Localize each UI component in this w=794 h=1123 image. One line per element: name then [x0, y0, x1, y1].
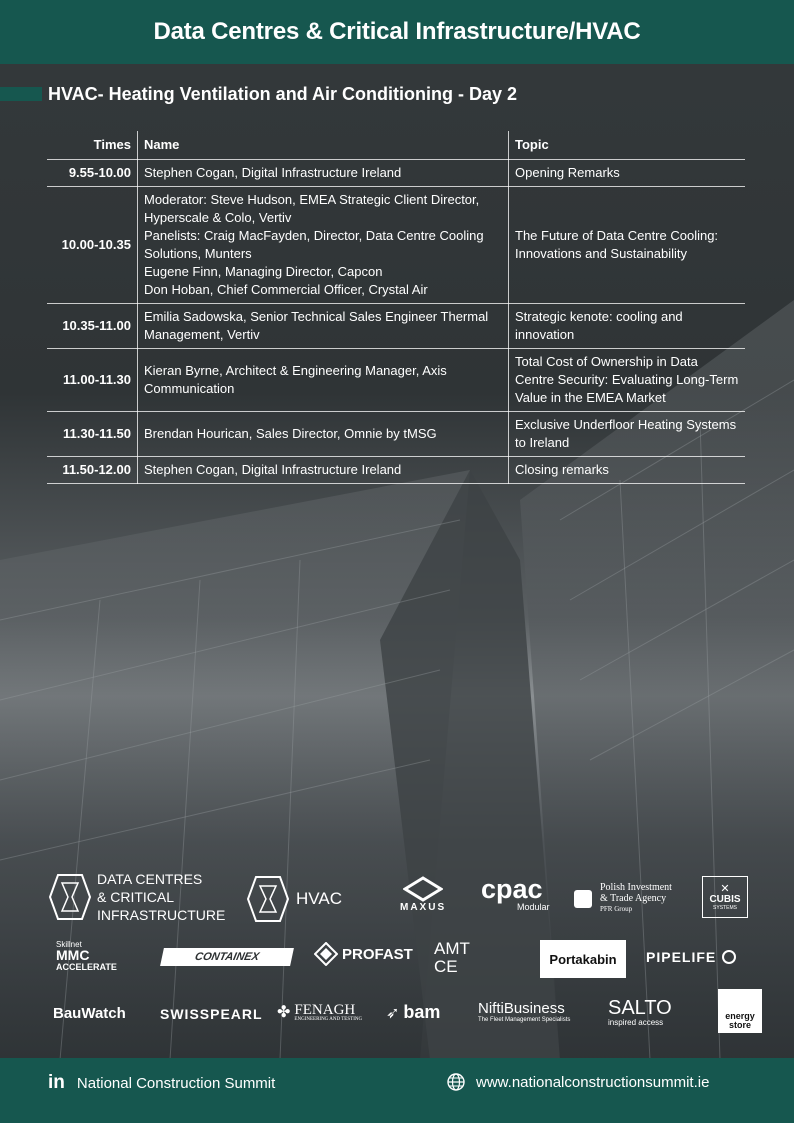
- logo-swisspearl: [160, 1006, 263, 1022]
- logo-skillnet-mmc: [56, 940, 117, 972]
- session-speakers: [138, 187, 509, 304]
- data-centres-logo-icon: [48, 871, 92, 923]
- accelerate-logo-text: ACCELERATE: [56, 962, 117, 972]
- pipelife-circle-icon: [722, 950, 736, 964]
- page-title: Data Centres & Critical Infrastructure/HVAC: [153, 18, 641, 45]
- logo-text-line: store: [728, 1020, 751, 1030]
- amtce-logo-text: AMTCE: [434, 939, 470, 976]
- portakabin-logo-text: Portakabin: [549, 951, 617, 967]
- session-time: 10.00-10.35: [47, 187, 138, 304]
- speaker-line: Don Hoban, Chief Commercial Officer, Crystal Air: [144, 282, 428, 297]
- logo-nifti: [478, 1000, 570, 1023]
- fenagh-logo-text: FENAGH: [294, 1001, 356, 1018]
- globe-icon: [446, 1072, 466, 1092]
- session-topic: Opening Remarks: [509, 160, 746, 187]
- session-topic: The Future of Data Centre Cooling: Innovations and Sustainability: [509, 187, 746, 304]
- logo-portakabin: [540, 940, 626, 978]
- logo-text-line: PFR Group: [600, 905, 633, 913]
- table-row: [47, 412, 745, 457]
- maxus-logo-text: MAXUS: [400, 902, 447, 913]
- speaker-line: Panelists: Craig MacFayden, Director, Data Centre Cooling: [144, 228, 484, 243]
- agenda-table: [47, 131, 745, 484]
- speaker-line: Communication: [144, 381, 235, 396]
- cubis-logo-text: CUBIS: [709, 893, 741, 905]
- session-topic: Strategic kenote: cooling and innovation: [509, 304, 746, 349]
- logo-profast: [314, 942, 413, 966]
- logo-salto: [608, 998, 672, 1027]
- session-time: 11.00-11.30: [47, 349, 138, 412]
- nifti-logo-subtext: The Fleet Management Specialists: [478, 1017, 571, 1023]
- speaker-line: Moderator: Steve Hudson, EMEA Strategic Client Director,: [144, 192, 480, 207]
- cubis-x-icon: ✕: [720, 882, 730, 895]
- table-row: [47, 304, 745, 349]
- speaker-line: Hyperscale & Colo, Vertiv: [144, 210, 292, 225]
- session-time: 10.35-11.00: [47, 304, 138, 349]
- maxus-logo-icon: [403, 876, 443, 902]
- logo-bam: [386, 1002, 440, 1023]
- speaker-line: Stephen Cogan, Digital Infrastructure Ireland: [144, 462, 402, 477]
- column-header-topic: Topic: [509, 131, 746, 160]
- cpac-logo-subtext: Modular: [517, 902, 550, 912]
- profast-logo-text: PROFAST: [342, 945, 413, 963]
- footer-website[interactable]: [446, 1072, 709, 1092]
- table-row: [47, 349, 745, 412]
- logo-fenagh: [277, 1002, 362, 1022]
- table-header-row: [47, 131, 745, 160]
- column-header-times: Times: [47, 131, 138, 160]
- bam-bird-icon: ➶: [386, 1004, 400, 1022]
- session-speakers: [138, 349, 509, 412]
- logo-bauwatch: [53, 1005, 126, 1022]
- page-footer: [0, 1058, 794, 1123]
- speaker-line: Solutions, Munters: [144, 246, 252, 261]
- column-header-name: Name: [138, 131, 509, 160]
- session-time: 11.50-12.00: [47, 457, 138, 484]
- profast-logo-icon: [314, 942, 338, 966]
- footer-linkedin[interactable]: [48, 1072, 275, 1094]
- logo-text-line: & Trade Agency: [600, 893, 667, 904]
- session-speakers: [138, 457, 509, 484]
- logo-containex: [160, 948, 294, 966]
- cpac-logo-text: cpac: [481, 874, 543, 904]
- session-speakers: [138, 304, 509, 349]
- bauwatch-logo-text: BauWatch: [53, 1005, 126, 1022]
- speaker-line: Brendan Hourican, Sales Director, Omnie by tMSG: [144, 426, 437, 441]
- logo-energy-store: [718, 989, 762, 1033]
- salto-logo-subtext: inspired access: [608, 1018, 664, 1027]
- bam-logo-text: bam: [403, 1002, 441, 1022]
- logo-polish-investment: [574, 882, 672, 915]
- session-time: 9.55-10.00: [47, 160, 138, 187]
- salto-logo-text: SALTO: [608, 997, 672, 1019]
- logo-amtce: [434, 940, 524, 976]
- logo-text-line: energy: [725, 1011, 755, 1021]
- page-header: [0, 0, 794, 64]
- logo-cubis: [702, 876, 748, 918]
- logo-pipelife: [646, 949, 736, 965]
- hvac-logo-icon: [246, 874, 290, 924]
- session-time: 11.30-11.50: [47, 412, 138, 457]
- subtitle-accent-bar: [0, 87, 42, 101]
- swisspearl-logo-text: SWISSPEARL: [160, 1006, 263, 1022]
- speaker-line: Eugene Finn, Managing Director, Capcon: [144, 264, 383, 279]
- table-row: [47, 187, 745, 304]
- fenagh-logo-subtext: ENGINEERING AND TESTING: [294, 1016, 363, 1022]
- hvac-logo-text: HVAC: [296, 889, 342, 908]
- logo-cpac: [481, 876, 550, 912]
- speaker-line: Emilia Sadowska, Senior Technical Sales Engineer Thermal: [144, 309, 489, 324]
- linkedin-name: National Construction Summit: [76, 1074, 276, 1092]
- speaker-line: Management, Vertiv: [144, 327, 260, 342]
- linkedin-icon: in: [48, 1072, 65, 1093]
- pipelife-logo-text: PIPELIFE: [646, 949, 717, 965]
- polish-agency-icon: [574, 890, 592, 908]
- speaker-line: Stephen Cogan, Digital Infrastructure Ireland: [144, 165, 402, 180]
- mmc-logo-text: MMC: [56, 947, 90, 963]
- session-speakers: [138, 412, 509, 457]
- skillnet-logo-text: Skillnet: [56, 940, 82, 949]
- logo-text-line: DATA CENTRES: [97, 871, 203, 887]
- fenagh-emblem-icon: ✤: [277, 1004, 291, 1021]
- section-title: HVAC- Heating Ventilation and Air Conditioning - Day 2: [48, 84, 518, 104]
- session-topic: Closing remarks: [509, 457, 746, 484]
- cubis-logo-subtext: SYSTEMS: [713, 904, 737, 911]
- table-row: [47, 160, 745, 187]
- website-url: www.nationalconstructionsummit.ie: [476, 1073, 710, 1091]
- logo-text-line: Polish Investment: [600, 882, 672, 893]
- session-topic: Exclusive Underfloor Heating Systems to Ireland: [509, 412, 746, 457]
- containex-logo-text: CONTAINEX: [193, 951, 261, 963]
- session-speakers: [138, 160, 509, 187]
- table-row: [47, 457, 745, 484]
- logo-hvac: [246, 874, 342, 924]
- logo-data-centres: [48, 870, 225, 924]
- logo-text-line: & CRITICAL: [97, 889, 175, 905]
- nifti-logo-text: NiftiBusiness: [478, 1000, 565, 1017]
- session-topic: Total Cost of Ownership in Data Centre Security: Evaluating Long-Term Value in the EMEA Market: [509, 349, 746, 412]
- sponsor-logos: [0, 862, 794, 1052]
- logo-maxus: [400, 876, 446, 913]
- logo-text-line: INFRASTRUCTURE: [97, 907, 226, 923]
- speaker-line: Kieran Byrne, Architect & Engineering Manager, Axis: [144, 363, 447, 378]
